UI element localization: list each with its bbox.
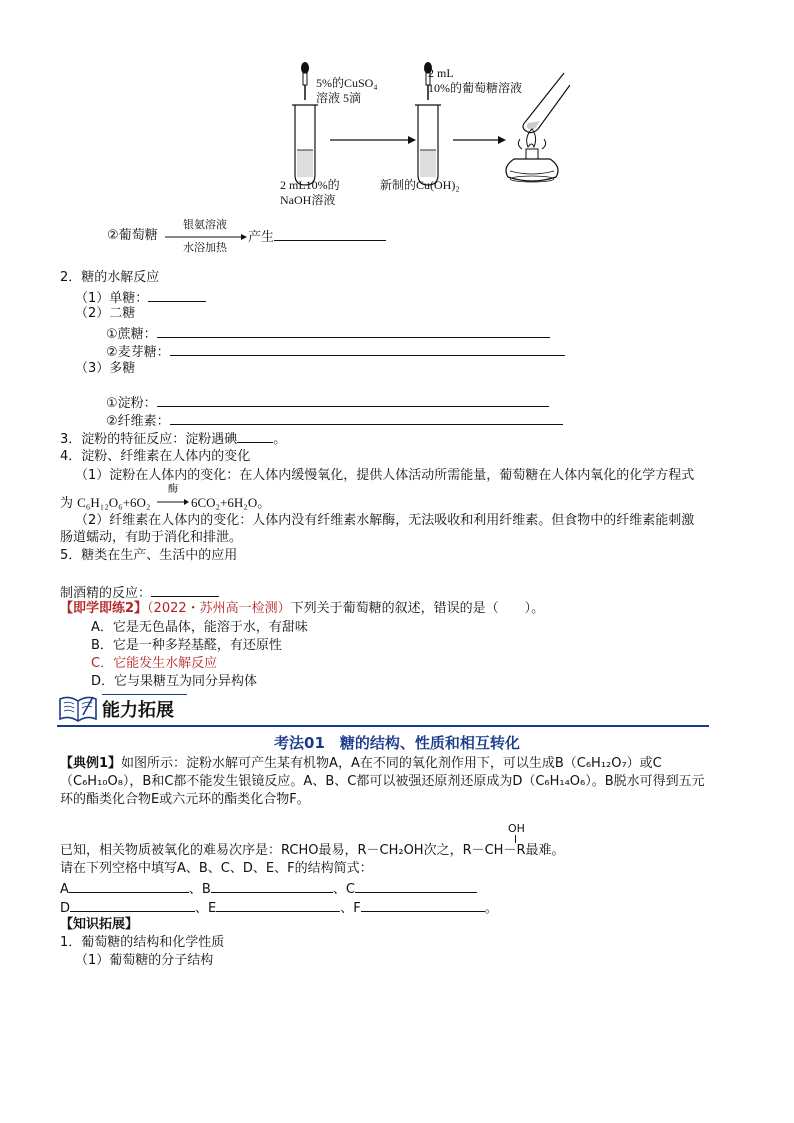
example-line1 bbox=[60, 756, 662, 772]
fill-instruction: 请在下列空格中填写A、B、C、D、E、F的结构简式： bbox=[60, 861, 373, 876]
label-a: A bbox=[60, 882, 69, 897]
sec4-p1: （1）淀粉在人体内的变化：在人体内缓慢氧化，提供人体活动所需能量，葡萄糖在人体内氧化的化学方程式 bbox=[75, 468, 695, 483]
label-cuso4-2: 溶液 5滴 bbox=[316, 91, 362, 105]
label-glucose-2: 10%的葡萄糖溶液 bbox=[428, 81, 522, 95]
answer-end: 。 bbox=[484, 901, 498, 916]
eq-catalyst: 酶 bbox=[168, 484, 178, 495]
oh-group: OH bbox=[508, 822, 525, 835]
label-cuso4-1: 5%的CuSO₄ bbox=[316, 76, 378, 90]
sec5-title: 5．糖类在生产、生活中的应用 bbox=[60, 548, 238, 563]
maltose-blank[interactable] bbox=[170, 343, 565, 356]
example-tag: 【典例1】 bbox=[60, 756, 122, 771]
practice-question bbox=[60, 601, 544, 617]
oh-bond bbox=[515, 835, 516, 843]
book-icon bbox=[57, 693, 99, 723]
mono-label: （1）单糖： bbox=[75, 291, 149, 306]
cellulose-label: ②纤维素： bbox=[106, 414, 170, 429]
label-cuoh2: 新制的Cu(OH)₂ bbox=[380, 178, 460, 192]
blank-e[interactable] bbox=[216, 899, 340, 912]
label-naoh-2: NaOH溶液 bbox=[280, 193, 336, 207]
sec2-title: 2．糖的水解反应 bbox=[60, 270, 160, 285]
silver-result bbox=[248, 228, 386, 246]
silver-prefix: ②葡萄糖 bbox=[107, 228, 158, 243]
knowledge-item1: 1．葡萄糖的结构和化学性质 bbox=[60, 935, 225, 950]
eq-lhs: C₆H₁₂O₆+6O₂ bbox=[77, 495, 151, 510]
sec2-cellulose bbox=[106, 412, 563, 430]
practice-text: 下列关于葡萄糖的叙述，错误的是（ ）。 bbox=[290, 601, 545, 616]
eq-arrow bbox=[157, 498, 189, 506]
sec4-p2b: 肠道蠕动，有助于消化和排泄。 bbox=[60, 530, 243, 545]
sec3 bbox=[60, 430, 286, 448]
silver-mirror-line bbox=[107, 228, 158, 244]
label-c: 、C bbox=[332, 882, 355, 897]
ability-title: 能力拓展 bbox=[102, 700, 174, 721]
label-b: 、B bbox=[188, 882, 211, 897]
silver-blank[interactable] bbox=[274, 228, 386, 241]
example-line3: 环的酯类化合物E或六元环的酯类化合物F。 bbox=[60, 792, 310, 807]
silver-reagent-bottom: 水浴加热 bbox=[183, 241, 227, 254]
silver-reagent-top: 银氨溶液 bbox=[183, 218, 227, 231]
example-line2: （C₆H₁₀O₈），B和C都不能发生银镜反应。A、B、C都可以被强还原剂还原成为D（C₆H₁₄O₆）。B脱水可得到五元 bbox=[60, 774, 705, 789]
arrow-2 bbox=[453, 136, 506, 144]
label-naoh-1: 2 mL10%的 bbox=[280, 178, 340, 192]
practice-source: （2022・苏州高一检测） bbox=[147, 601, 291, 616]
iodine-blank[interactable] bbox=[237, 430, 273, 443]
sucrose-blank[interactable] bbox=[157, 325, 550, 338]
sec3-end: 。 bbox=[273, 432, 287, 447]
option-b[interactable]: B．它是一种多羟基醛，有还原性 bbox=[91, 638, 282, 653]
starch-blank[interactable] bbox=[157, 394, 549, 407]
sec2-starch bbox=[106, 394, 549, 412]
mono-blank[interactable] bbox=[148, 289, 206, 302]
option-a[interactable]: A．它是无色晶体，能溶于水，有甜味 bbox=[91, 620, 308, 635]
knowledge-item1-1: （1）葡萄糖的分子结构 bbox=[75, 953, 214, 968]
silver-suffix: 产生 bbox=[248, 230, 275, 245]
sec2-maltose bbox=[106, 343, 565, 361]
sec4-title: 4．淀粉、纤维素在人体内的变化 bbox=[60, 449, 251, 464]
dropper-1 bbox=[301, 62, 309, 100]
label-glucose-1: 2 mL bbox=[428, 66, 454, 80]
known-order: 已知，相关物质被氧化的难易次序是：RCHO最易，R－CH₂OH次之，R－CH－R最难。 bbox=[60, 843, 565, 858]
sec4-p2a: （2）纤维素在人体内的变化：人体内没有纤维素水解酶，无法吸收和利用纤维素。但食物中的纤维素能刺激 bbox=[75, 513, 695, 528]
sec2-mono bbox=[75, 289, 206, 307]
test-tube-1 bbox=[292, 105, 318, 185]
sec3-text: 3．淀粉的特征反应：淀粉遇碘 bbox=[60, 432, 238, 447]
starch-label: ①淀粉： bbox=[106, 396, 157, 411]
practice-tag: 【即学即练2】 bbox=[60, 601, 148, 616]
blank-a[interactable] bbox=[69, 880, 189, 893]
eq-prefix: 为 bbox=[60, 496, 78, 511]
sec5-wine bbox=[60, 584, 219, 602]
arrow-1 bbox=[330, 136, 416, 144]
option-d[interactable]: D．它与果糖互为同分异构体 bbox=[91, 674, 258, 689]
wine-blank[interactable] bbox=[151, 584, 219, 597]
maltose-label: ②麦芽糖： bbox=[106, 345, 170, 360]
sec2-sucrose bbox=[106, 325, 550, 343]
blank-b[interactable] bbox=[211, 880, 333, 893]
eq-rhs: 6CO₂+6H₂O。 bbox=[191, 495, 271, 510]
ability-top-rule bbox=[102, 694, 187, 695]
sec2-poly: （3）多糖 bbox=[75, 361, 136, 376]
example-text1: 如图所示：淀粉水解可产生某有机物A，A在不同的氧化剂作用下，可以生成B（C₆H₁₂O₇）或C bbox=[121, 756, 662, 771]
answer-row-2 bbox=[60, 899, 498, 917]
wine-label: 制酒精的反应： bbox=[60, 586, 152, 601]
sec4-equation bbox=[60, 495, 150, 512]
experiment-figure bbox=[270, 55, 570, 220]
blank-d[interactable] bbox=[70, 899, 195, 912]
answer-row-1 bbox=[60, 880, 477, 898]
sucrose-label: ①蔗糖： bbox=[106, 327, 157, 342]
blank-f[interactable] bbox=[361, 899, 485, 912]
knowledge-tag: 【知识拓展】 bbox=[60, 917, 139, 932]
sec2-di: （2）二糖 bbox=[75, 306, 136, 321]
method-title: 考法01 糖的结构、性质和相互转化 bbox=[274, 734, 520, 752]
ability-divider bbox=[57, 725, 709, 727]
label-f: 、F bbox=[340, 901, 361, 916]
label-d: D bbox=[60, 901, 71, 916]
option-c[interactable]: C．它能发生水解反应 bbox=[91, 656, 218, 671]
blank-c[interactable] bbox=[355, 880, 477, 893]
cellulose-blank[interactable] bbox=[170, 412, 563, 425]
test-tube-2 bbox=[415, 105, 441, 185]
label-e: 、E bbox=[195, 901, 217, 916]
